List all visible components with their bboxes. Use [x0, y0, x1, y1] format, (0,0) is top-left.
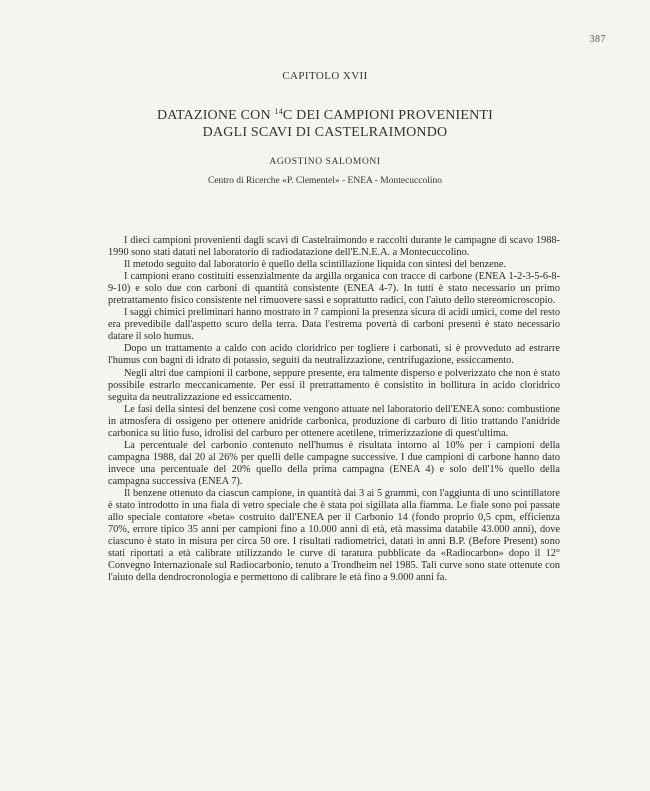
paragraph-8: La percentuale del carbonio contenuto nell'humus è risultata intorno al 10% per i campioni della campagna 1988, dal 20 al 26% per quelli delle campagne successive. I due campioni di carbone hanno dato invece una percentuale del 20% quello della prima campagna (ENEA 4) e solo dell'1% quello della campagna successiva (ENEA 7). [108, 439, 560, 487]
paragraph-3: I campioni erano costituiti essenzialmente da argilla organica con tracce di carbone (ENEA 1-2-3-5-6-8-9-10) e solo due con carboni di quantità consistente (ENEA 4-7). In tutti è stato necessario un primo pretrattamento fisico consistente nel rimuovere sassi e soprattutto radici, con l'aiuto dello stereomicroscopio. [108, 271, 560, 307]
paragraph-7: Le fasi della sintesi del benzene così come vengono attuate nel laboratorio dell'ENEA sono: combustione in atmosfera di ossigeno per ottenere anidride carbonica, produzione di carburo di litio trattando l'anidride carbonica su litio fuso, idrolisi del carburo per ottenere acetilene, trimerizzazione di quest'ultima. [108, 403, 560, 439]
title-line-1 [0, 103, 650, 124]
page-number: 387 [589, 34, 606, 45]
title-line-2: DAGLI SCAVI DI CASTELRAIMONDO [202, 125, 448, 140]
author-affiliation: Centro di Ricerche «P. Clementel» - ENEA - Montecuccolino [207, 176, 442, 186]
isotope-superscript: 14 [274, 107, 283, 116]
paragraph-2: Il metodo seguito dal laboratorio è quello della scintillazione liquida con sintesi del benzene. [124, 259, 507, 271]
paragraph-1: I dieci campioni provenienti dagli scavi di Castelraimondo e raccolti durante le campagne di scavo 1988-1990 sono stati datati nel laboratorio di radiodatazione dell'E.N.E.A. a Montecuccolino. [108, 235, 560, 259]
paragraph-5: Dopo un trattamento a caldo con acido cloridrico per togliere i carbonati, si è provveduto ad estrarre l'humus con bagni di idrato di potassio, seguiti da neutralizzazione, centrifugazione, essiccamento. [108, 343, 560, 367]
paragraph-6: Negli altri due campioni il carbone, seppure presente, era talmente disperso e polverizzato che non è stato possibile estrarlo meccanicamente. Per essi il pretrattamento è consistito in bollitura in acido cloridrico seguita da neutralizzazione ed essiccamento. [108, 367, 560, 403]
paragraph-9: Il benzene ottenuto da ciascun campione, in quantità dai 3 ai 5 grammi, con l'aggiunta di uno scintillatore è stato introdotto in una fiala di vetro speciale che è stata poi sigillata alla fiamma. Le fiale sono poi passate allo speciale contatore «beta» costruito dall'ENEA per il Carbonio 14 (fondo proprio 0,5 cpm, efficienza 70%, errore tipico 35 anni per campioni fino a 10.000 anni di età, età massima databile 43.000 anni), dove ciascuno è stato in misura per circa 50 ore. I risultati radiometrici, datati in anni B.P. (Before Present) sono stati riportati a età calibrate utilizzando le curve di taratura pubblicate da «Radiocarbon» dopo il 12° Convegno Internazionale sul Radiocarbonio, tenuto a Trondheim nel 1985. Tali curve sono state ottenute con l'aiuto della dendrocronologia e permettono di calibrare le età fino a 9.000 anni fa. [108, 487, 560, 584]
title-line-1-end: C DEI CAMPIONI PROVENIENTI [282, 108, 494, 123]
article-title [0, 103, 650, 141]
title-line-1-start: DATAZIONE CON [156, 108, 275, 123]
paragraph-4: I saggi chimici preliminari hanno mostrato in 7 campioni la presenza sicura di acidi umici, come del resto era prevedibile dall'aspetto scuro della terra. Data l'estrema povertà di carboni presenti è stato necessario datare il solo humus. [108, 307, 560, 343]
author-name: AGOSTINO SALOMONI [269, 157, 381, 167]
chapter-heading: CAPITOLO XVII [282, 70, 368, 82]
article-body [108, 235, 560, 584]
